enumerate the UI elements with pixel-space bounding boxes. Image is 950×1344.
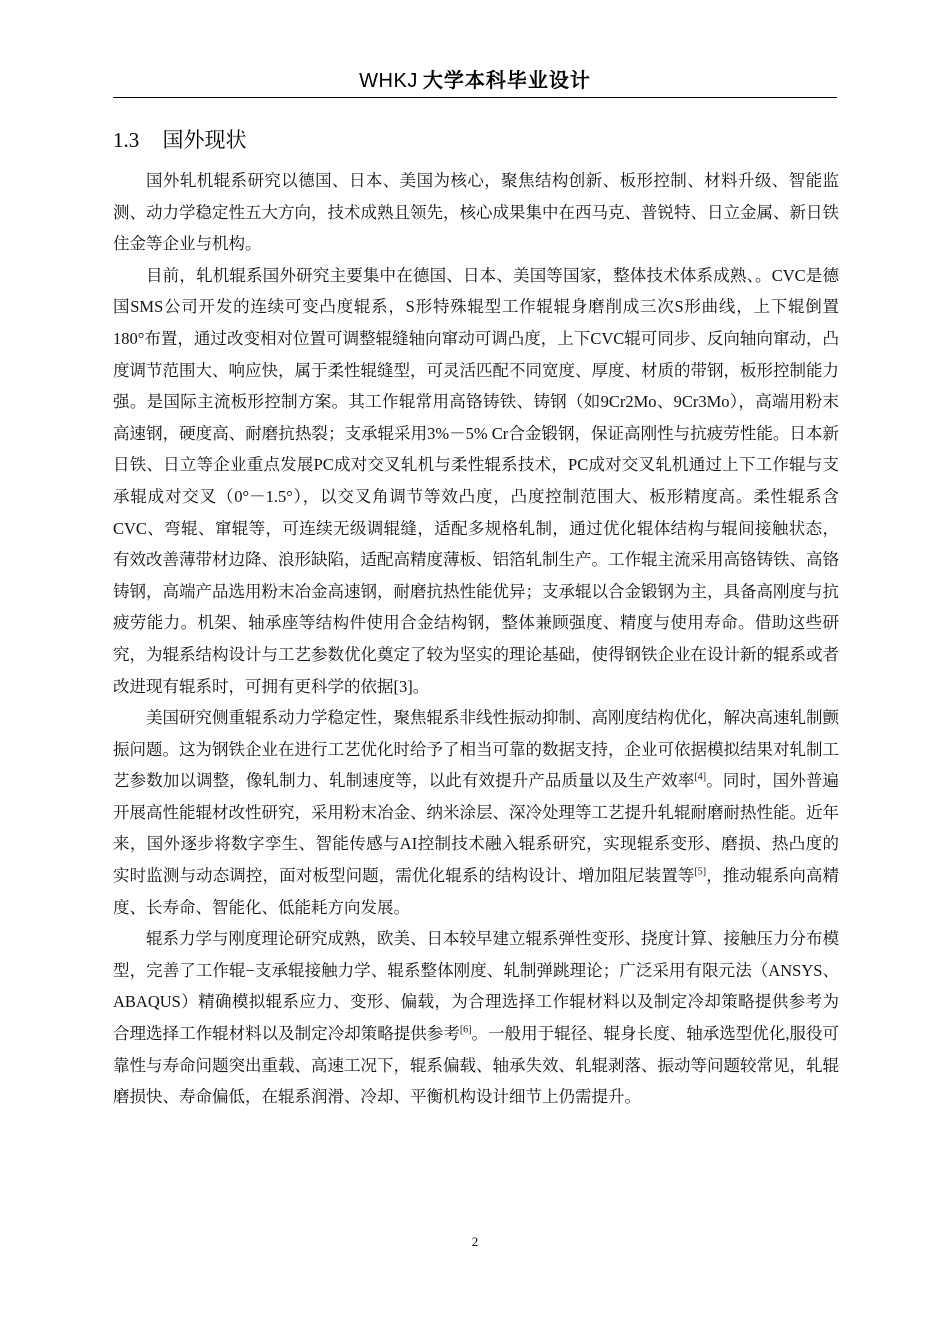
header-rule xyxy=(113,97,837,98)
section-heading xyxy=(113,125,247,155)
paragraph-1: 国外轧机辊系研究以德国、日本、美国为核心，聚焦结构创新、板形控制、材料升级、智能监测、动力学稳定性五大方向，技术成熟且领先，核心成果集中在西马克、普锐特、日立金属、新日铁住金等企业与机构。 xyxy=(113,171,839,254)
page-header xyxy=(113,66,837,96)
paragraph-3 xyxy=(113,702,839,923)
paragraph-4-part-b: 。一般用于辊径、辊身长度、轴承选型优化,服役可靠性与寿命问题突出重载、高速工况下，辊系偏载、轴承失效、轧辊剥落、振动等问题较常见，轧辊磨损快、寿命偏低，在辊系润滑、冷却、平衡机构设计细节上仍需提升。 xyxy=(113,1024,840,1107)
paragraph-4-part-a: 辊系力学与刚度理论研究成熟，欧美、日本较早建立辊系弹性变形、挠度计算、接触压力分布模型，完善了工作辊−支承辊接触力学、辊系整体刚度、轧制弹跳理论；广泛采用有限元法（ANSYS、ABAQUS）精确模拟辊系应力、变形、偏载，为合理选择工作辊材料以及制定冷却策略提供参考为合理选择工作辊材料以及制定冷却策略提供参考 xyxy=(113,929,839,1044)
paragraph-3-part-c: ，推动辊系向高精度、长寿命、智能化、低能耗方向发展。 xyxy=(113,866,840,917)
citation-4: [4] xyxy=(694,771,707,783)
section-title: 国外现状 xyxy=(162,128,247,152)
body-text xyxy=(113,165,839,1113)
citation-6: [6] xyxy=(459,1024,472,1036)
header-latin: WHKJ xyxy=(359,70,418,92)
paragraph-3-part-b: 。同时，国外普遍开展高性能辊材改性研究，采用粉末冶金、纳米涂层、深冷处理等工艺提升轧辊耐磨耐热性能。近年来，国外逐步将数字孪生、智能传感与AI控制技术融入辊系研究，实现辊系变形、磨损、热凸度的实时监测与动态调控，面对板型问题，需优化辊系的结构设计、增加阻尼装置等 xyxy=(113,771,840,886)
citation-5: [5] xyxy=(694,866,707,878)
section-number: 1.3 xyxy=(113,128,140,152)
page-number: 2 xyxy=(471,1234,479,1249)
paragraph-3-part-a: 美国研究侧重辊系动力学稳定性，聚焦辊系非线性振动抑制、高刚度结构优化，解决高速轧制颤振问题。这为钢铁企业在进行工艺优化时给予了相当可靠的数据支持，企业可依据模拟结果对轧制工艺参数加以调整，像轧制力、轧制速度等，以此有效提升产品质量以及生产效率 xyxy=(113,708,839,791)
paragraph-2: 目前，轧机辊系国外研究主要集中在德国、日本、美国等国家，整体技术体系成熟、。CVC是德国SMS公司开发的连续可变凸度辊系，S形特殊辊型工作辊辊身磨削成三次S形曲线，上下辊倒置180°布置，通过改变相对位置可调整辊缝轴向窜动可调凸度，上下CVC辊可同步、反向轴向窜动，凸度调节范围大、响应快，属于柔性辊缝型，可灵活匹配不同宽度、厚度、材质的带钢，板形控制能力强。是国际主流板形控制方案。其工作辊常用高铬铸铁、铸钢（如9Cr2Mo、9Cr3Mo），高端用粉末高速钢，硬度高、耐磨抗热裂；支承辊采用3%－5% Cr合金锻钢，保证高刚性与抗疲劳性能。日本新日铁、日立等企业重点发展PC成对交叉轧机与柔性辊系技术，PC成对交叉轧机通过上下工作辊与支承辊成对交叉（0°－1.5°），以交叉角调节等效凸度，凸度控制范围大、板形精度高。柔性辊系含CVC、弯辊、窜辊等，可连续无级调辊缝，适配多规格轧制，通过优化辊体结构与辊间接触状态，有效改善薄带材边降、浪形缺陷，适配高精度薄板、铝箔轧制生产。工作辊主流采用高铬铸铁、高铬铸钢，高端产品选用粉末冶金高速钢，耐磨抗热性能优异；支承辊以合金锻钢为主，具备高刚度与抗疲劳能力。机架、轴承座等结构件使用合金结构钢，整体兼顾强度、精度与使用寿命。借助这些研究，为辊系结构设计与工艺参数优化奠定了较为坚实的理论基础，使得钢铁企业在设计新的辊系或者改进现有辊系时，可拥有更科学的依据[3]。 xyxy=(113,265,839,696)
paragraph-4 xyxy=(113,923,839,1113)
header-title: 大学本科毕业设计 xyxy=(422,70,591,92)
